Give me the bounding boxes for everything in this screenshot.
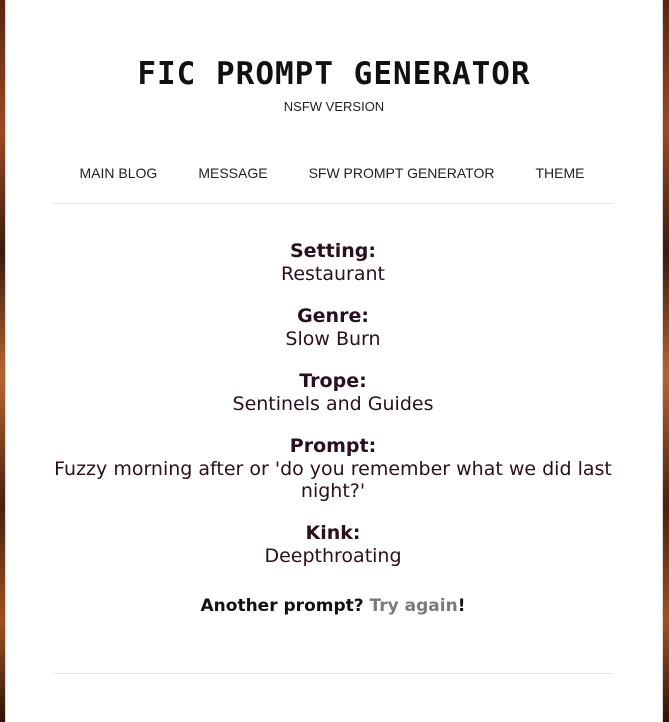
trope-label: Trope: [299, 370, 367, 392]
kink-label: Kink: [305, 522, 361, 544]
nav-main-blog-link[interactable]: MAIN BLOG [79, 165, 158, 181]
another-prompt-text: Another prompt? [200, 596, 364, 616]
prompt-value: Fuzzy morning after or 'do you remember what we did last night?' [54, 458, 612, 502]
setting-field [52, 240, 614, 285]
setting-label: Setting: [290, 240, 376, 262]
header-divider [52, 203, 614, 204]
nav-theme-link[interactable]: THEME [535, 165, 585, 181]
genre-value: Slow Burn [285, 328, 381, 350]
setting-value: Restaurant [280, 263, 386, 285]
kink-field [52, 522, 614, 567]
nav-sfw-generator-link[interactable]: SFW PROMPT GENERATOR [308, 165, 495, 181]
genre-label: Genre: [297, 305, 369, 327]
trope-field [52, 370, 614, 415]
another-prompt-line [52, 595, 614, 617]
exclamation-mark: ! [457, 596, 466, 616]
nav-message-link[interactable]: MESSAGE [198, 165, 268, 181]
trope-value: Sentinels and Guides [232, 393, 434, 415]
main-nav [52, 164, 612, 182]
footer-divider [52, 673, 614, 674]
prompt-label: Prompt: [289, 435, 377, 457]
kink-value: Deepthroating [264, 545, 402, 567]
page-title: FIC PROMPT GENERATOR [137, 56, 531, 92]
prompt-field [52, 435, 614, 502]
genre-field [52, 305, 614, 350]
prompt-content [52, 240, 614, 617]
page-container [5, 0, 663, 722]
page-subtitle: NSFW VERSION [283, 99, 385, 114]
try-again-link[interactable]: Try again [369, 596, 458, 616]
